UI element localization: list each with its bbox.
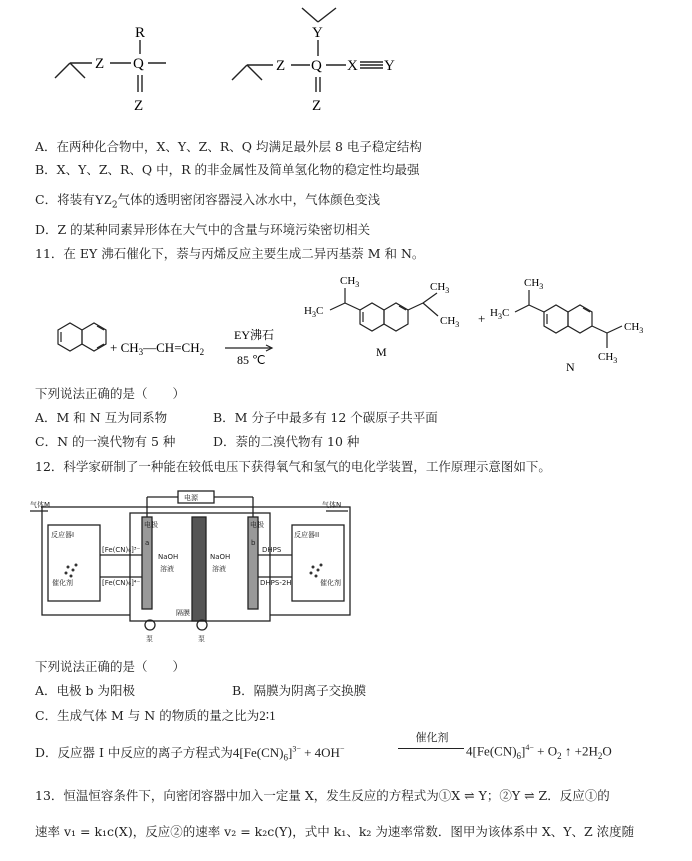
q12-stem: 12．科学家研制了一种能在较低电压下获得氧气和氢气的电化学装置，工作原理示意图如下。 xyxy=(35,459,551,474)
q13-line1: 13．恒温恒容条件下，向密闭容器中加入一定量 X，发生反应的方程式为①X ⇌ Y；②Y ⇌ Z．反应①的 xyxy=(35,788,610,803)
q11-m-ch3-top-right: $CH_3$ xyxy=(430,281,450,295)
q11-m-ch3-top-left: $CH_3$ xyxy=(340,275,360,289)
q11-option-d: D．萘的二溴代物有 10 种 xyxy=(213,434,360,449)
q11-plus: + xyxy=(478,311,486,326)
struct1-q: Q xyxy=(133,56,144,72)
diagram-solution-left: 溶液 xyxy=(160,565,174,573)
diagram-catalyst1-label: 催化剂 xyxy=(52,579,73,587)
q12-option-b: B．隔膜为阴离子交换膜 xyxy=(232,683,367,698)
diagram-electrode-b-letter: b xyxy=(251,539,256,547)
q11-reaction-scheme xyxy=(0,268,692,378)
q10-option-a: A．在两种化合物中，X、Y、Z、R、Q 均满足最外层 8 电子稳定结构 xyxy=(35,139,422,154)
q13-line2: 速率 v₁ = k₁c(X)，反应②的速率 v₂ = k₂c(Y)，式中 k₁、k₂ 为速率常数．图甲为该体系中 X、Y、Z 浓度随 xyxy=(35,824,635,839)
q10-option-c-pre: C．将装有 xyxy=(35,192,95,207)
compound-structures xyxy=(0,0,692,125)
struct2-z-bottom: Z xyxy=(312,98,322,114)
q12-option-d-catalyst: 催化剂 xyxy=(415,731,449,744)
diagram-fe4-label: [Fe(CN)₆]⁴⁻ xyxy=(102,579,141,587)
diagram-electrode-a-letter: a xyxy=(145,539,150,547)
diagram-electrode-a-label: 电极 xyxy=(144,521,158,529)
q12-option-d xyxy=(35,743,344,763)
q10-option-b: B．X、Y、Z、R、Q 中，R 的非金属性及简单氢化物的稳定性均最强 xyxy=(35,162,420,177)
diagram-dhps-label: DHPS xyxy=(262,546,282,554)
diagram-membrane-label: 隔膜 xyxy=(176,609,190,617)
struct1-z: Z xyxy=(95,56,105,72)
struct2-y: Y xyxy=(312,25,323,41)
diagram-solution-right: 溶液 xyxy=(212,565,226,573)
diagram-electrode-b-label: 电极 xyxy=(250,521,264,529)
struct2-q: Q xyxy=(311,58,322,74)
q10-option-c-formula: YZ xyxy=(94,192,112,207)
q11-m-h3c: $H_3C$ xyxy=(304,305,324,319)
struct2-x: X xyxy=(347,58,358,74)
struct2-y-end: Y xyxy=(384,58,395,74)
q12-prompt: 下列说法正确的是（ ） xyxy=(35,659,186,674)
q10-option-c-post: 气体的透明密闭容器浸入冰水中，气体颜色变浅 xyxy=(117,192,381,207)
q11-n-ch3-top: $CH_3$ xyxy=(524,277,544,291)
diagram-catalyst2-label: 催化剂 xyxy=(320,579,341,587)
electrolysis-apparatus-diagram xyxy=(30,485,370,645)
q12-option-a: A．电极 b 为阳极 xyxy=(35,683,135,698)
q11-label-m: M xyxy=(376,345,387,359)
diagram-reactor1-label: 反应器I xyxy=(51,531,75,539)
q12-option-c xyxy=(35,706,276,724)
struct1-r: R xyxy=(135,25,146,41)
q12-option-c-pre: C．生成气体 M 与 N 的物质的量之比为 xyxy=(35,708,260,723)
diagram-pump2-label: 泵 xyxy=(198,635,205,643)
q12-option-d-pre: D．反应器 I 中反应的离子方程式为 xyxy=(35,745,233,760)
diagram-pump1-label: 泵 xyxy=(146,635,153,643)
q12-option-d-arrow xyxy=(398,748,464,749)
q10-option-d: D．Z 的某种同素异形体在大气中的含量与环境污染密切相关 xyxy=(35,222,371,237)
q12-option-d-lhs: $4[Fe(CN)_6]^{3-} + 4OH^-$ xyxy=(232,744,345,763)
q11-option-a: A．M 和 N 互为同系物 xyxy=(35,410,168,425)
q10-option-c-sub: 2 xyxy=(111,200,118,211)
q11-stem: 11．在 EY 沸石催化下，萘与丙烯反应主要生成二异丙基萘 M 和 N。 xyxy=(35,246,425,261)
q11-label-n: N xyxy=(566,360,575,374)
q11-option-b: B．M 分子中最多有 12 个碳原子共平面 xyxy=(213,410,438,425)
diagram-naoh-left: NaOH xyxy=(158,553,179,561)
q12-option-c-ratio: 2∶1 xyxy=(259,708,276,723)
q11-propene: + $CH_3—CH=CH_2$ xyxy=(110,340,205,357)
diagram-fe3-label: [Fe(CN)₆]³⁻ xyxy=(102,546,141,554)
q11-option-c: C．N 的一溴代物有 5 种 xyxy=(35,434,176,449)
q12-option-d-rhs: $4[Fe(CN)_6]^{4-} + O_2$ ↑ $+2H_2O$ xyxy=(466,743,612,761)
diagram-power-label: 电源 xyxy=(184,494,198,502)
diagram-dhps2h-label: DHPS-2H xyxy=(260,579,292,587)
q10-option-c xyxy=(35,190,380,211)
diagram-gas-n-label: 气体N xyxy=(322,501,342,509)
diagram-gas-m-label: 气体M xyxy=(30,501,51,509)
struct2-z: Z xyxy=(276,58,286,74)
diagram-reactor2-label: 反应器II xyxy=(294,531,320,539)
q11-m-ch3-right: $CH_3$ xyxy=(440,315,460,329)
q11-prompt: 下列说法正确的是（ ） xyxy=(35,386,186,401)
q11-n-h3c: $H_3C$ xyxy=(490,307,510,321)
q11-catalyst-label: EY沸石 xyxy=(234,328,274,342)
diagram-naoh-right: NaOH xyxy=(210,553,231,561)
q11-temperature-label: 85 ℃ xyxy=(237,353,266,367)
struct1-z-bottom: Z xyxy=(134,98,144,114)
q11-n-ch3-right: $CH_3$ xyxy=(624,321,644,335)
q11-n-ch3-bottom: $CH_3$ xyxy=(598,351,618,365)
